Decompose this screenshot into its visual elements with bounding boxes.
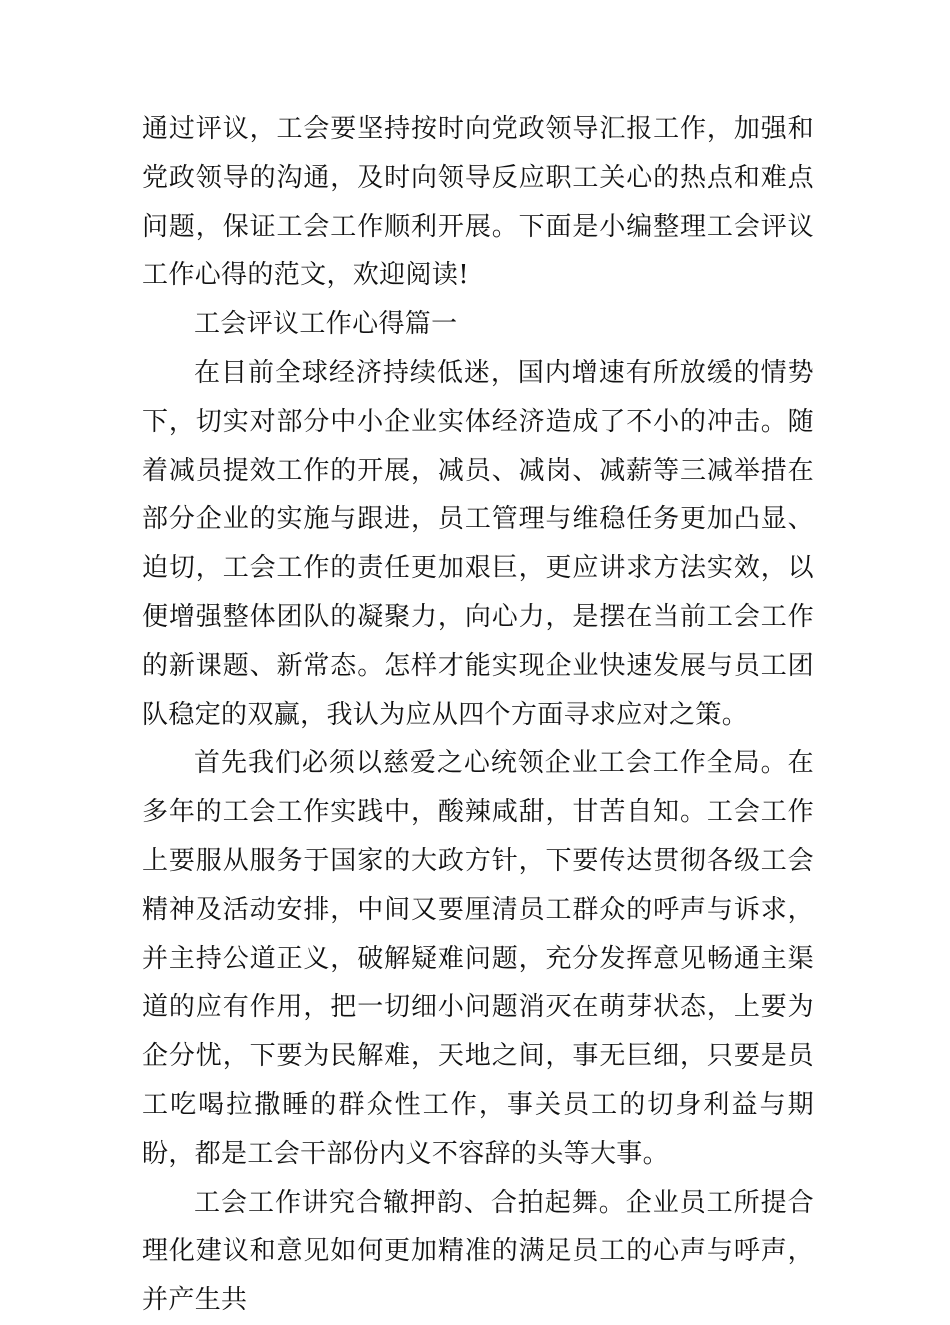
- document-body: [142, 105, 814, 1325]
- body-paragraph-first-point: 首先我们必须以慈爱之心统领企业工会工作全局。在多年的工会工作实践中，酸辣咸甜，甘苦自知。工会工作上要服从服务于国家的大政方针，下要传达贯彻各级工会精神及活动安排，中间又要厘清员工群众的呼声与诉求，并主持公道正义，破解疑难问题，充分发挥意见畅通主渠道的应有作用，把一切细小问题消灭在萌芽状态，上要为企分忧，下要为民解难，天地之间，事无巨细，只要是员工吃喝拉撒睡的群众性工作，事关员工的切身利益与期盼，都是工会干部份内义不容辞的头等大事。: [142, 748, 814, 1169]
- body-paragraph-coordination: 工会工作讲究合辙押韵、合拍起舞。企业员工所提合理化建议和意见如何更加精准的满足员工的心声与呼声，并产生共: [142, 1187, 814, 1316]
- intro-paragraph: 通过评议，工会要坚持按时向党政领导汇报工作，加强和党政领导的沟通，及时向领导反应职工关心的热点和难点问题，保证工会工作顺利开展。下面是小编整理工会评议工作心得的范文，欢迎阅读!: [142, 114, 814, 291]
- section-heading: 工会评议工作心得篇一: [194, 309, 458, 340]
- body-paragraph-economy: 在目前全球经济持续低迷，国内增速有所放缓的情势下，切实对部分中小企业实体经济造成了不小的冲击。随着减员提效工作的开展，减员、减岗、减薪等三减举措在部分企业的实施与跟进，员工管理与维稳任务更加凸显、迫切，工会工作的责任更加艰巨，更应讲求方法实效，以便增强整体团队的凝聚力，向心力，是摆在当前工会工作的新课题、新常态。怎样才能实现企业快速发展与员工团队稳定的双赢，我认为应从四个方面寻求应对之策。: [142, 357, 814, 730]
